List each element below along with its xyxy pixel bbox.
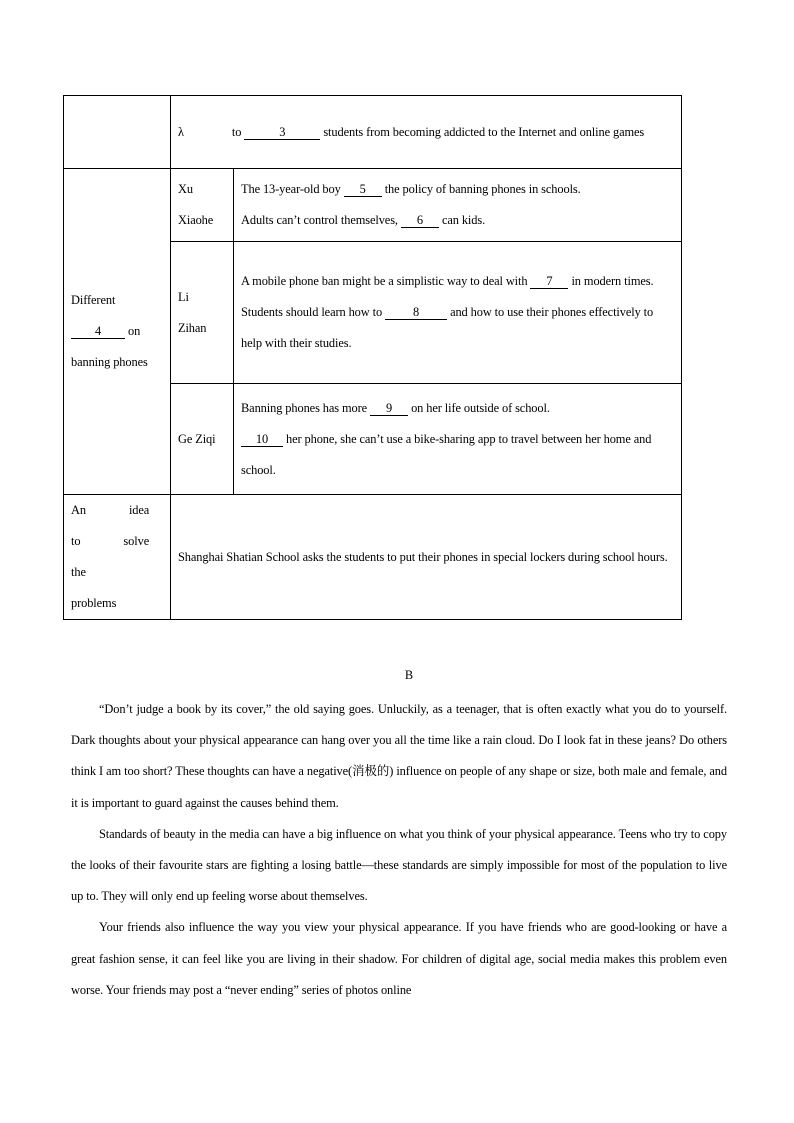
opinion-cell bbox=[234, 169, 682, 242]
opinion-cell bbox=[234, 242, 682, 384]
section-heading: B bbox=[404, 668, 414, 682]
answer-blank-3: 3 bbox=[244, 125, 320, 140]
reading-passage bbox=[71, 694, 727, 1006]
cell-text: students from becoming addicted to the Internet and online games bbox=[323, 124, 645, 139]
row-label: Different bbox=[71, 293, 116, 307]
cell-text: on her life outside of school. bbox=[411, 400, 550, 415]
table-cell-reason bbox=[171, 96, 682, 169]
cell-text: λ to bbox=[178, 124, 242, 139]
row-label: on banning phones bbox=[71, 324, 148, 369]
cell-text: the policy of banning phones in schools. bbox=[384, 182, 581, 196]
summary-table bbox=[63, 95, 682, 620]
cell-text: The 13-year-old boy bbox=[241, 182, 341, 196]
person-name-cell: Ge Ziqi bbox=[171, 384, 234, 495]
cell-text: can kids. bbox=[441, 213, 486, 227]
table-row bbox=[64, 495, 682, 620]
cell-text: in modern times. bbox=[571, 274, 654, 288]
cell-text: and how to use their phones effectively to help with their studies. bbox=[241, 305, 654, 350]
answer-blank-4: 4 bbox=[71, 324, 125, 339]
table-cell-different-opinions bbox=[64, 169, 171, 495]
table-row bbox=[64, 96, 682, 169]
person-name-cell: Xu Xiaohe bbox=[171, 169, 234, 242]
answer-blank-6: 6 bbox=[401, 213, 439, 228]
opinion-cell bbox=[234, 384, 682, 495]
table-cell-empty bbox=[64, 96, 171, 169]
answer-blank-7: 7 bbox=[530, 274, 568, 289]
table-cell-idea-label: An idea to solve the problems bbox=[64, 495, 171, 620]
table-row bbox=[64, 169, 682, 242]
paragraph: Standards of beauty in the media can have a big influence on what you think of your physical appearance. Teens who try to copy the looks of their favourite stars are fighting a losing battle—these standards are simply impossible for most of the population to live up to. They will only end up feeling worse about themselves. bbox=[71, 826, 727, 904]
answer-blank-10: 10 bbox=[241, 432, 283, 447]
paragraph: Your friends also influence the way you view your physical appearance. If you have friends who are good-looking or have a great fashion sense, it can feel like you are living in their shadow. For children of digital age, social media makes this problem even worse. Your friends may post a “never ending” series of photos online bbox=[71, 920, 727, 997]
cell-text: A mobile phone ban might be a simplistic way to deal with bbox=[241, 274, 528, 288]
paragraph: “Don’t judge a book by its cover,” the old saying goes. Unluckily, as a teenager, that is often exactly what you do to yourself. Dark thoughts about your physical appearance can hang over you all the time like a rain cloud. Do I look fat in these jeans? Do others think I am too short? These thoughts can have a negative(消极的) influence on people of any shape or size, both male and female, and it is important to guard against the causes behind them. bbox=[71, 702, 727, 810]
cell-text: her phone, she can’t use a bike-sharing app to travel between her home and school. bbox=[241, 431, 652, 477]
cell-text: Banning phones has more bbox=[241, 400, 368, 415]
answer-blank-9: 9 bbox=[370, 401, 408, 416]
answer-blank-8: 8 bbox=[385, 305, 447, 320]
cell-text: Students should learn how to bbox=[241, 305, 383, 319]
answer-blank-5: 5 bbox=[344, 182, 382, 197]
person-name-cell: Li Zihan bbox=[171, 242, 234, 384]
table-cell-idea-text: Shanghai Shatian School asks the students to put their phones in special lockers during school hours. bbox=[171, 495, 682, 620]
cell-text: Adults can’t control themselves, bbox=[241, 213, 398, 227]
